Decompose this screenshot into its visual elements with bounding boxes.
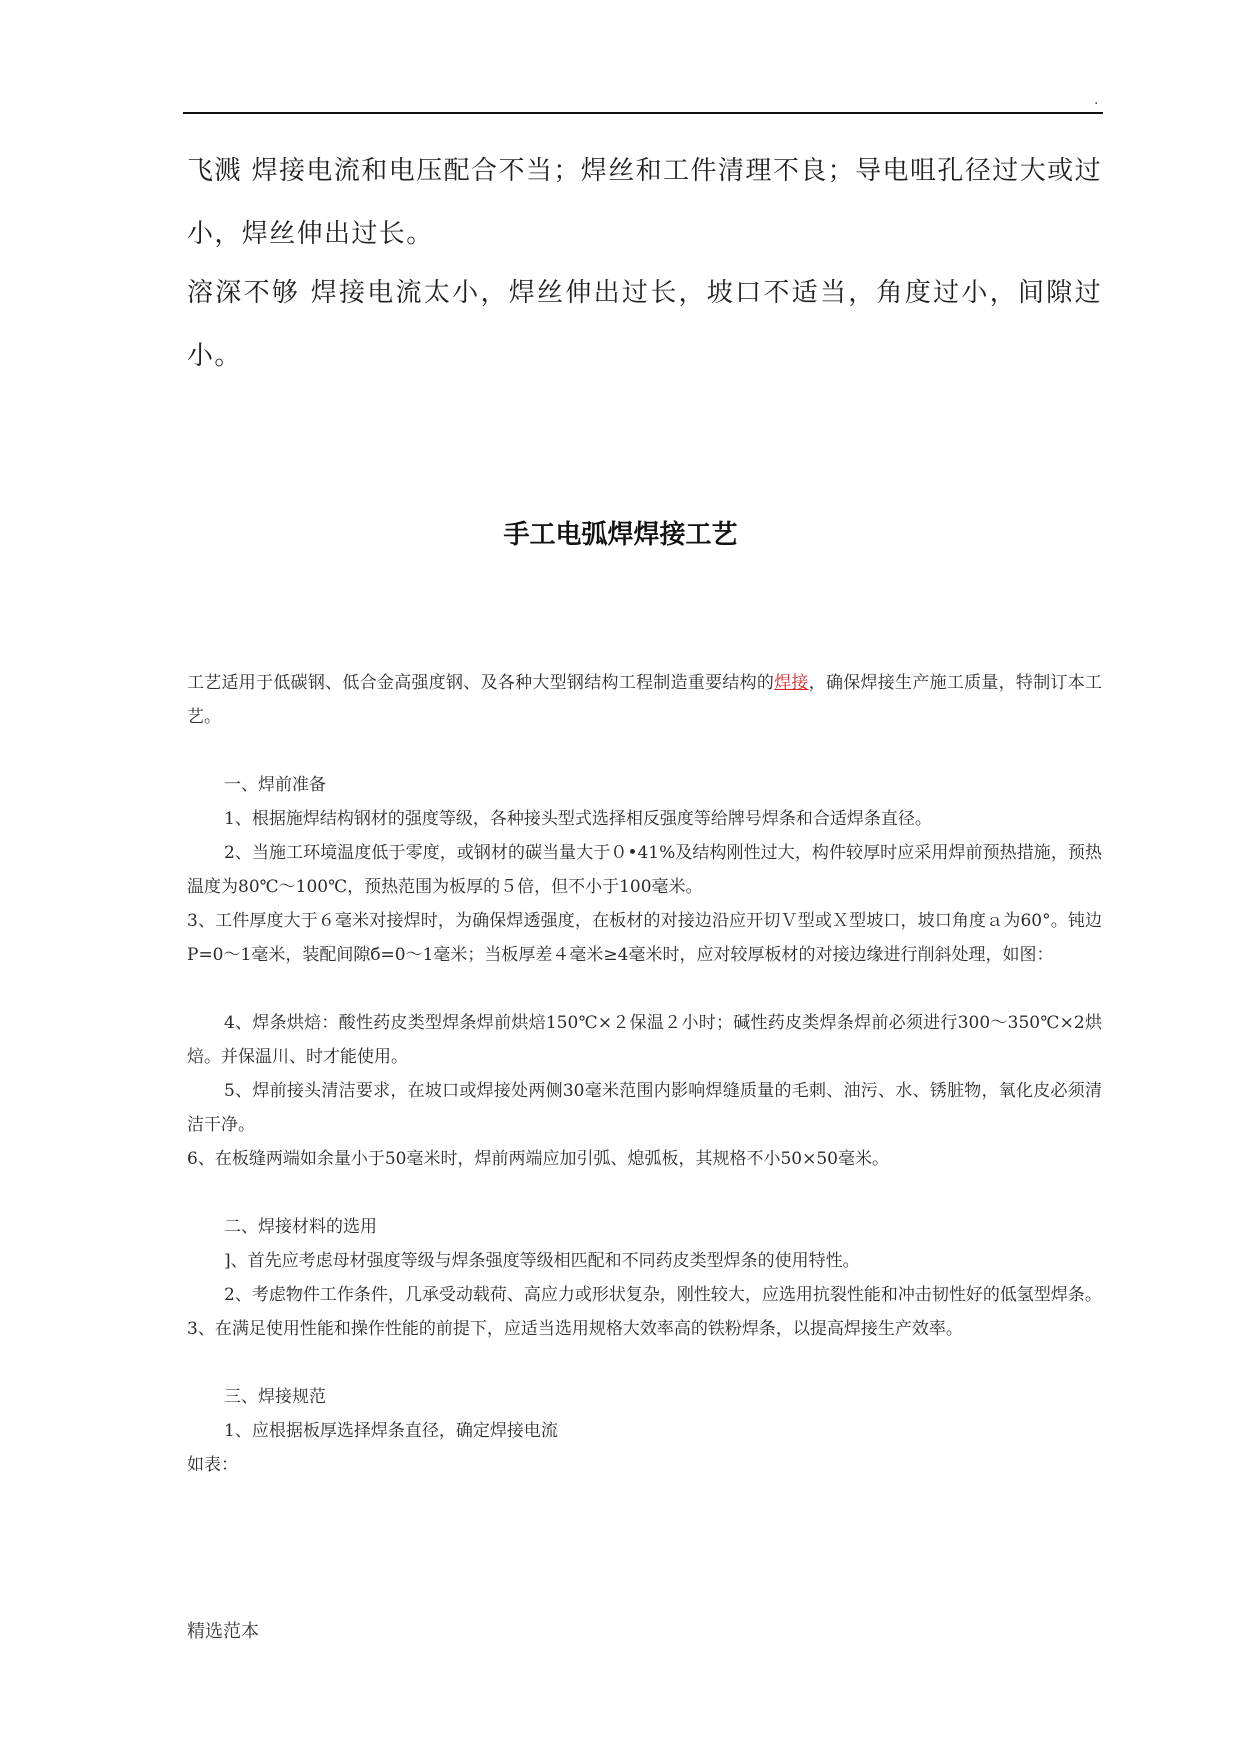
welding-link[interactable]: 焊接 (774, 673, 809, 693)
document-title: 手工电弧焊焊接工艺 (503, 520, 738, 550)
section-3-heading: 三、焊接规范 (224, 1387, 326, 1407)
document-body (187, 666, 1102, 1482)
lead-text-before: 工艺适用于低碳钢、低合金高强度钢、及各种大型钢结构工程制造重要结构的 (187, 673, 775, 693)
section-2-item-2: 2、考虑物件工作条件，几承受动载荷、高应力或形状复杂，刚性较大，应选用抗裂性能和冲击韧性好的低氢型焊条。 (224, 1285, 1102, 1305)
header-mark: . (1094, 92, 1099, 108)
section-2-item-1: ]、首先应考虑母材强度等级与焊条强度等级相匹配和不同药皮类型焊条的使用特性。 (224, 1251, 860, 1271)
section-1-item-1: 1、根据施焊结构钢材的强度等级，各种接头型式选择相反强度等给牌号焊条和合适焊条直径。 (224, 809, 932, 829)
section-1-item-6: 6、在板缝两端如余量小于50毫米时，焊前两端应加引弧、熄弧板，其规格不小50×50毫米。 (187, 1149, 889, 1169)
page-footer: 精选范本 (187, 1621, 259, 1642)
header-rule (183, 112, 1103, 114)
section-1-item-3: 3、工件厚度大于６毫米对接焊时，为确保焊透强度，在板材的对接边沿应开切Ｖ型或Ｘ型坡口，坡口角度ａ为60°。钝边P=0～1毫米，装配间隙б=0～1毫米；当板厚差４毫米≥4毫米时，应对较厚板材的对接边缘进行削斜处理，如图： (187, 911, 1102, 965)
section-1-heading: 一、焊前准备 (224, 775, 326, 795)
lead-text-after: ，确保焊接生产施工质量，特制订本工艺。 (187, 673, 1103, 727)
lead-paragraph (187, 666, 1102, 734)
section-3-item-1: 1、应根据板厚选择焊条直径，确定焊接电流 (224, 1421, 558, 1441)
intro-paragraph-penetration: 溶深不够 焊接电流太小，焊丝伸出过长，坡口不适当，角度过小，间隙过小。 (187, 278, 1102, 371)
section-1-item-5: 5、焊前接头清洁要求，在坡口或焊接处两侧30毫米范围内影响焊缝质量的毛刺、油污、水、锈脏物，氧化皮必须清洁干净。 (187, 1081, 1102, 1135)
intro-section (187, 140, 1102, 388)
section-3-table-note: 如表： (187, 1455, 238, 1475)
section-2-heading: 二、焊接材料的选用 (224, 1217, 377, 1237)
intro-paragraph-spatter: 飞溅 焊接电流和电压配合不当；焊丝和工件清理不良；导电咀孔径过大或过小，焊丝伸出过长。 (187, 156, 1102, 249)
section-1-item-4: 4、焊条烘焙：酸性药皮类型焊条焊前烘焙150℃×２保温２小时；碱性药皮类焊条焊前必须进行300～350℃×2烘焙。并保温川、时才能使用。 (187, 1013, 1102, 1067)
section-1-item-2: 2、当施工环境温度低于零度，或钢材的碳当量大于０•41%及结构刚性过大，构件较厚时应采用焊前预热措施，预热温度为80℃～100℃，预热范围为板厚的５倍，但不小于100毫米。 (187, 843, 1102, 897)
section-2-item-3: 3、在满足使用性能和操作性能的前提下，应适当选用规格大效率高的铁粉焊条，以提高焊接生产效率。 (187, 1319, 963, 1339)
